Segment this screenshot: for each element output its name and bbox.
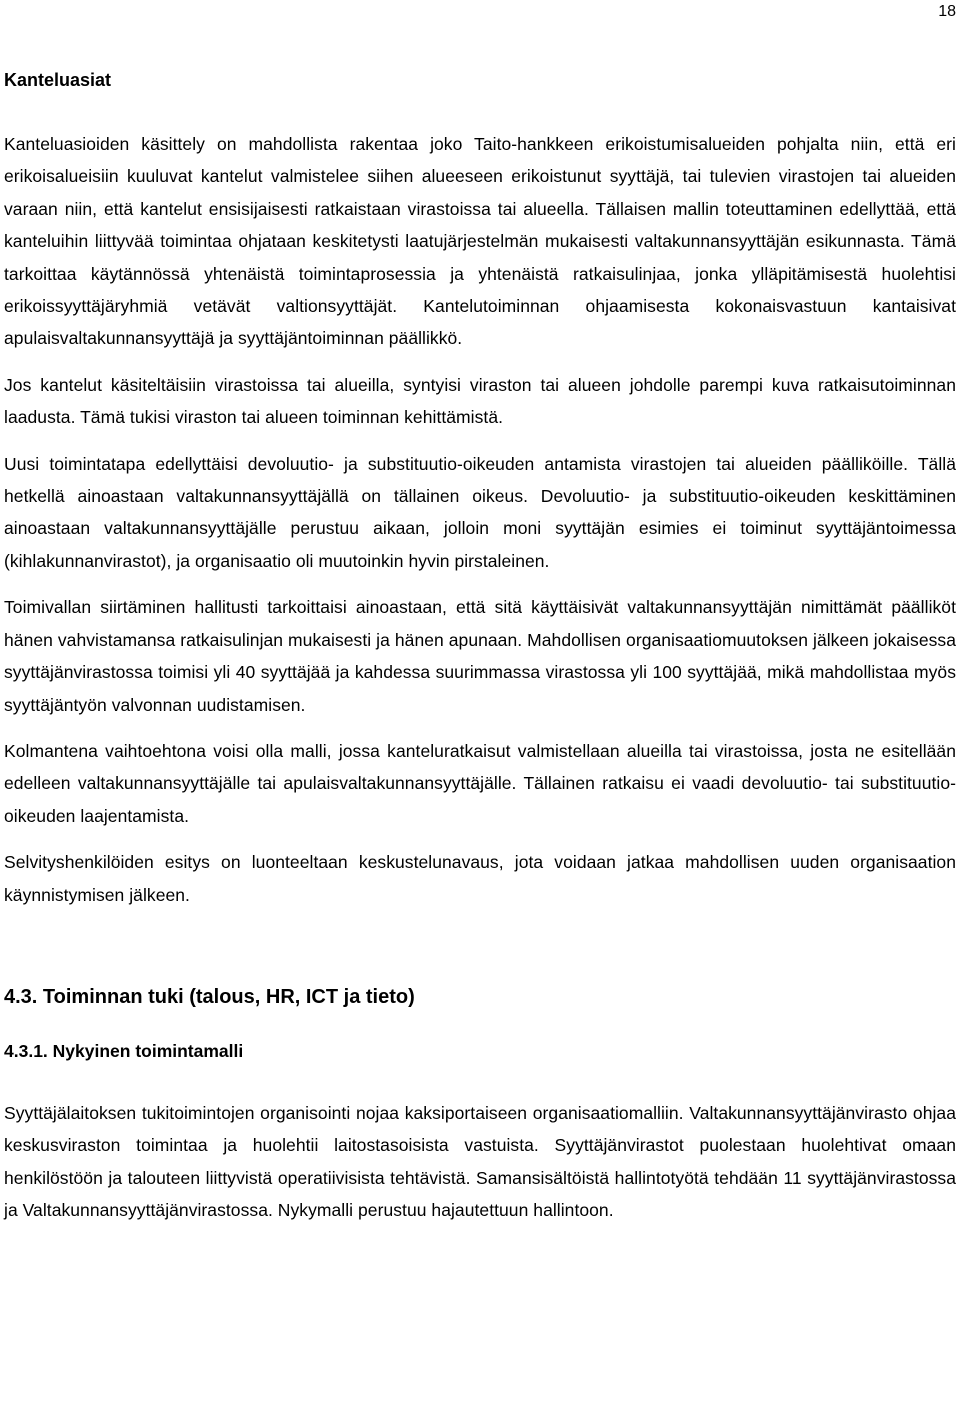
- section-title: Kanteluasiat: [4, 70, 112, 90]
- paragraph-4: Toimivallan siirtäminen hallitusti tarkoittaisi ainoastaan, että sitä käyttäisivät valtakunnansyyttäjän nimittämät päälliköt hänen vahvistamansa ratkaisulinjan mukaisesti ja hänen apunaan. Mahdollisen organisaatiomuutoksen jälkeen jokaisessa syyttäjänvirastossa toimisi yli 40 syyttäjää ja kahdessa suurimmassa virastossa yli 100 syyttäjää, mikä mahdollistaa myös syyttäjäntyön valvonnan uudistamisen.: [4, 597, 956, 715]
- paragraph-2: Jos kantelut käsiteltäisiin virastoissa tai alueilla, syntyisi viraston tai alueen johdolle parempi kuva ratkaisutoiminnan laadusta. Tämä tukisi viraston tai alueen toiminnan kehittämistä.: [4, 374, 956, 428]
- paragraph-7: Syyttäjälaitoksen tukitoimintojen organisointi nojaa kaksiportaiseen organisaatiomalliin. Valtakunnansyyttäjänvirasto ohjaa keskusviraston toimintaa ja huolehtii laitostasoisista vastuista. Syyttäjänvirastot puolestaan huolehtivat omaan henkilöstöön ja talouteen liittyvistä operatiivisista tehtävistä. Samansisältöistä hallintotyötä tehdään 11 syyttäjänvirastossa ja Valtakunnansyyttäjänvirastossa. Nykymalli perustuu hajautettuun hallintoon.: [4, 1102, 956, 1221]
- paragraph-5: Kolmantena vaihtoehtona voisi olla malli, jossa kanteluratkaisut valmistellaan alueilla tai virastoissa, josta ne esitellään edelleen valtakunnansyyttäjälle tai apulaisvaltakunnansyyttäjälle. Tällainen ratkaisu ei vaadi devoluutio- tai substituutio-oikeuden laajentamista.: [4, 740, 956, 826]
- page-number: 18: [938, 3, 956, 20]
- paragraph-6: Selvityshenkilöiden esitys on luonteeltaan keskustelunavaus, jota voidaan jatkaa mahdollisen uuden organisaation käynnistymisen jälkeen.: [4, 852, 956, 905]
- heading-4-3-1: 4.3.1. Nykyinen toimintamalli: [4, 1040, 244, 1061]
- document-body: [4, 64, 956, 1227]
- paragraph-1: Kanteluasioiden käsittely on mahdollista rakentaa joko Taito-hankkeen erikoistumisalueiden pohjalta niin, että eri erikoisalueisiin kuuluvat kantelut valmistelee siihen alueeseen erikoistunut syyttäjä, tai tulevien virastojen tai alueiden varaan niin, että kantelut ensisijaisesti ratkaistaan virastoissa tai alueella. Tällaisen mallin toteuttaminen edellyttää, että kanteluihin liittyvää toimintaa ohjataan keskitetysti laatujärjestelmän mukaisesti valtakunnansyyttäjän esikunnasta. Tämä tarkoittaa käytännössä yhtenäistä toimintaprosessia ja yhtenäistä ratkaisulinjaa, jonka ylläpitämisestä huolehtisi erikoissyyttäjäryhmiä vetävät valtionsyyttäjät. Kantelutoiminnan ohjaamisesta kokonaisvastuun kantaisivat apulaisvaltakunnansyyttäjä ja syyttäjäntoiminnan päällikkö.: [4, 134, 956, 349]
- paragraph-3: Uusi toimintatapa edellyttäisi devoluutio- ja substituutio-oikeuden antamista virastojen tai alueiden päälliköille. Tällä hetkellä ainoastaan valtakunnansyyttäjällä on tällainen oikeus. Devoluutio- ja substituutio-oikeuden keskittäminen ainoastaan valtakunnansyyttäjälle perustuu aikaan, jolloin moni syyttäjän esimies ei toiminut syyttäjäntoimessa (kihlakunnanvirastot), ja organisaatio oli muutoinkin hyvin pirstaleinen.: [4, 453, 956, 571]
- heading-4-3: 4.3. Toiminnan tuki (talous, HR, ICT ja tieto): [4, 985, 415, 1008]
